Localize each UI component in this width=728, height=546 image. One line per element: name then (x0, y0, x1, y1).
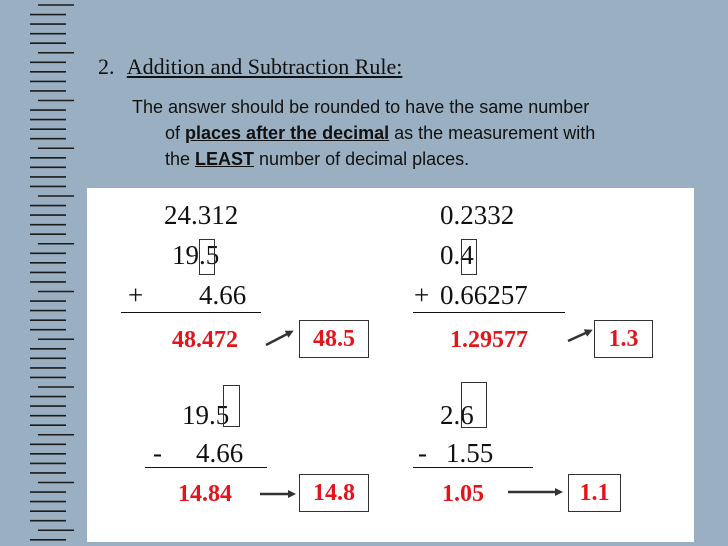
ex1-result: 48.472 (172, 327, 238, 353)
ex2-highlight-box (461, 239, 477, 275)
ex4-highlight-box (461, 382, 487, 428)
ex1-operand-b-dec: 5 (205, 240, 220, 270)
ex4-rounded-box (568, 474, 621, 512)
ex4-operand-b-dec: 6 (460, 400, 474, 430)
ex3-result: 14.84 (178, 481, 232, 507)
ex3-operand-b-dec: 5 (215, 400, 230, 430)
ex3-operator: - (153, 438, 162, 468)
rule-line-3-end: number of decimal places. (254, 149, 470, 169)
ex2-operand-b-dec: 4 (460, 240, 474, 270)
ex4-operand-c: 1.55 (446, 438, 494, 468)
ex1-sum-line (121, 312, 261, 313)
ex2-result: 1.29577 (450, 327, 528, 353)
ex2-rounded-box (594, 320, 653, 358)
ex4-rounded: 1.1 (579, 480, 610, 506)
ex1-rounded: 48.5 (313, 326, 355, 352)
ex2-operand-c: 0.66257 (440, 280, 528, 310)
ex4-operand-b-int: 2. (440, 400, 461, 430)
ex4-result: 1.05 (442, 481, 484, 507)
ex2-operand-b-int: 0. (440, 240, 461, 270)
ex3-diff-line (145, 467, 267, 468)
rule-line-3 (132, 146, 692, 172)
rule-line-2-start: of (165, 123, 186, 143)
ex2-operand-a: 0.2332 (440, 200, 515, 230)
rule-heading (98, 54, 402, 80)
ruler-decoration (0, 0, 78, 546)
ex3-highlight-box (223, 385, 240, 427)
ex4-diff-line (413, 467, 533, 468)
rule-emphasis-least: LEAST (195, 149, 255, 169)
ex1-rounded-box (299, 320, 369, 358)
rule-emphasis-places: places after the decimal (185, 123, 390, 143)
ex3-operand-c: 4.66 (196, 438, 244, 468)
ex3-rounded: 14.8 (313, 480, 355, 506)
ex3-rounded-box (299, 474, 369, 512)
rule-line-1: The answer should be rounded to have the same number (132, 97, 590, 117)
rule-line-2-end: as the measurement with (389, 123, 596, 143)
ex2-operator: + (414, 280, 430, 310)
ex1-operand-c: 4.66 (199, 280, 247, 310)
ex4-operator: - (418, 438, 427, 468)
rule-description (132, 94, 692, 172)
ex2-sum-line (413, 312, 565, 313)
rule-title: Addition and Subtraction Rule: (126, 54, 403, 79)
ex1-operand-a: 24.312 (164, 200, 239, 230)
ex2-rounded: 1.3 (608, 326, 639, 352)
ex3-operand-b-int: 19. (182, 400, 216, 430)
rule-line-3-start: the (165, 149, 196, 169)
ex1-highlight-box (199, 239, 215, 275)
rule-line-2 (132, 120, 692, 146)
rule-number: 2. (98, 54, 115, 79)
ex1-operator: + (128, 280, 144, 310)
ex1-operand-b-int: 19. (172, 240, 206, 270)
